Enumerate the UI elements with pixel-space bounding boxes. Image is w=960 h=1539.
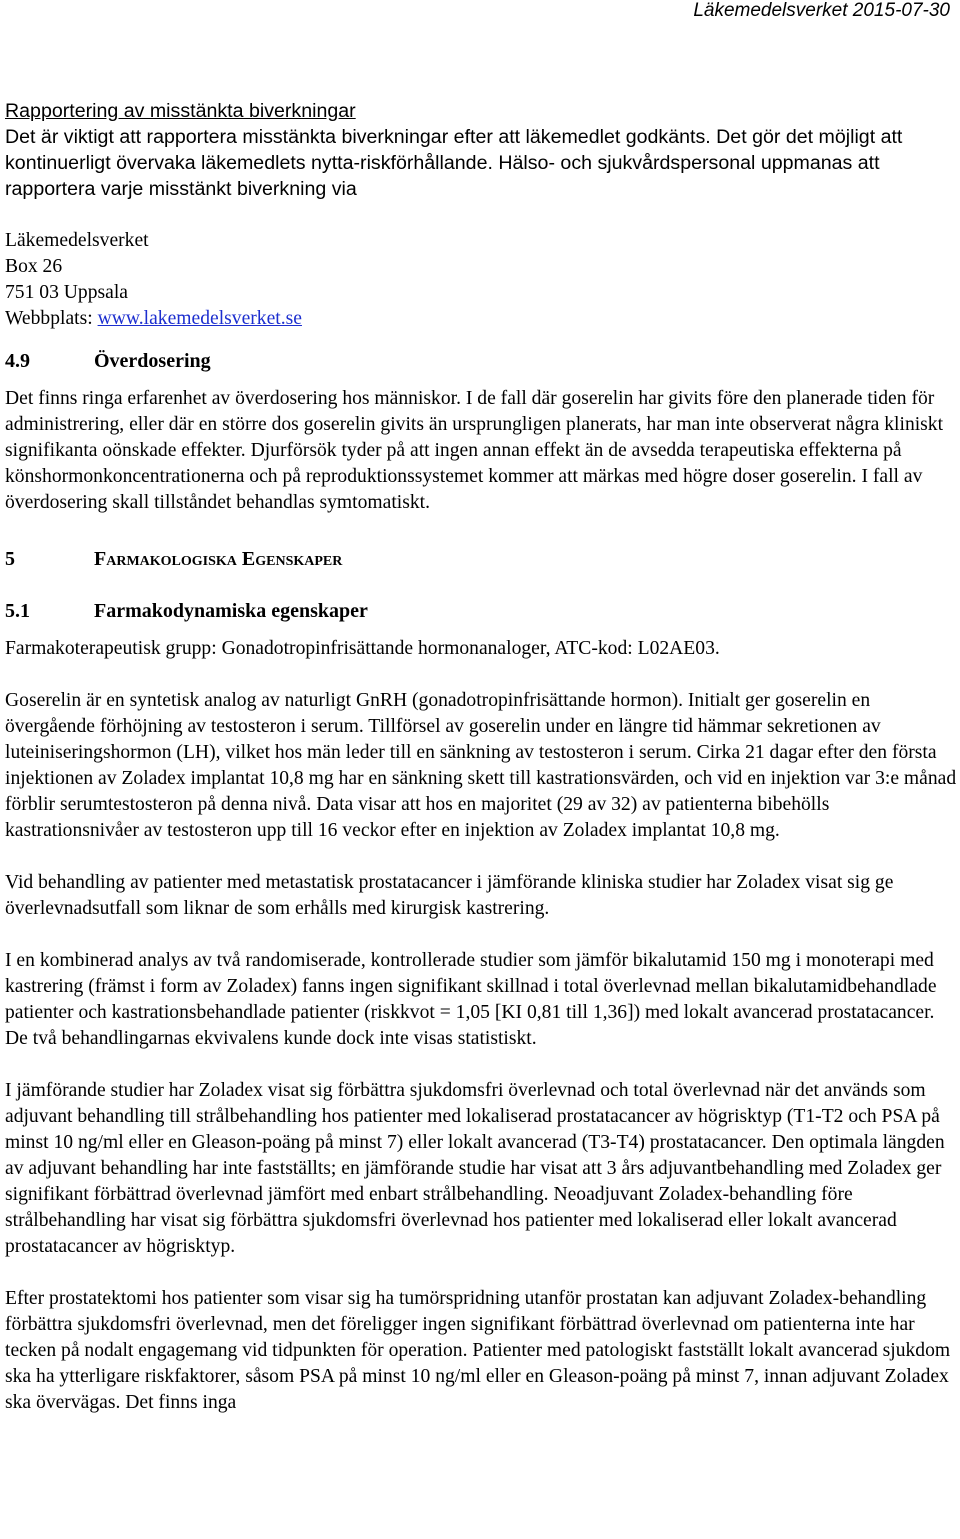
paragraph-prostatectomy: Efter prostatektomi hos patienter som visar sig ha tumörspridning utanför prostatan kan adjuvant Zoladex-behandling förbättra sjukdomsfri överlevnad, men det föreligger ingen signifikant förbättrad överlevnad om patienterna inte har tecken på nodalt engagemang vid tidpunkten för operation. Patienter med patologiskt fastställt lokalt avancerad sjukdom ska ha ytterligare riskfaktorer, såsom PSA på minst 10 ng/ml eller en Gleason-poäng på minst 7, innan adjuvant Zoladex ska övervägas. Det finns inga: [5, 1288, 951, 1413]
website-label: Webbplats:: [5, 308, 93, 329]
address-line-box: Box 26: [5, 256, 63, 277]
address-block: [5, 228, 957, 332]
paragraph-atc: Farmakoterapeutisk grupp: Gonadotropinfrisättande hormonanaloger, ATC-kod: L02AE03.: [5, 638, 720, 659]
section-4-9-title: Överdosering: [94, 350, 211, 372]
page-header: Läkemedelsverket 2015-07-30: [693, 0, 950, 21]
section-5-1: [5, 598, 957, 1416]
section-4-9-heading: [5, 348, 957, 374]
section-4-9-number: 4.9: [5, 350, 30, 372]
reporting-body: Det är viktigt att rapportera misstänkta biverkningar efter att läkemedlet godkänts. Det gör det möjligt att kontinuerligt övervaka läkemedlets nytta-riskförhållande. Hälso- och sjukvårdspersonal uppmanas att rapportera varje misstänkt biverkning via: [5, 126, 903, 200]
reporting-section: [5, 98, 957, 332]
website-line: [5, 306, 957, 332]
section-4-9: [5, 348, 957, 516]
section-5-number: 5: [5, 548, 15, 570]
section-4-9-body: Det finns ringa erfarenhet av överdosering hos människor. I de fall där goserelin har givits före den planerade tiden för administrering, eller där en större dos goserelin givits än ursprungligen planerats, har man inte observerat några kliniskt signifikanta oönskade effekter. Djurförsök tyder på att ingen annan effekt än de avsedda terapeutiska effekterna på könshormonkoncentrationerna och på reproduktionssystemet kommer att märkas med högre doser goserelin. I fall av överdosering skall tillståndet behandlas symtomatiskt.: [5, 388, 944, 513]
address-line-city: 751 03 Uppsala: [5, 282, 128, 303]
document-body: [5, 98, 957, 1416]
paragraph-metastatic: Vid behandling av patienter med metastatisk prostatacancer i jämförande kliniska studier har Zoladex visat sig ge överlevnadsutfall som liknar de som erhålls med kirurgisk kastrering.: [5, 872, 894, 919]
paragraph-radiotherapy: I jämförande studier har Zoladex visat sig förbättra sjukdomsfri överlevnad och total överlevnad när det används som adjuvant behandling till strålbehandling hos patienter med lokaliserad prostatacancer av högrisktyp (T1-T2 och PSA på minst 10 ng/ml eller en Gleason-poäng på minst 7) eller lokalt avancerad (T3-T4) prostatacancer. Den optimala längden av adjuvant behandling har inte fastställts; en jämförande studie har visat att 3 års adjuvantbehandling med Zoladex ger signifikant förbättrad överlevnad jämfört med enbart strålbehandling. Neoadjuvant Zoladex-behandling före strålbehandling har visat sig förbättra sjukdomsfri överlevnad hos patienter med lokaliserad eller lokalt avancerad prostatacancer av högrisktyp.: [5, 1080, 945, 1257]
section-5-1-heading: [5, 598, 957, 624]
address-line-agency: Läkemedelsverket: [5, 230, 149, 251]
section-5-title: Farmakologiska Egenskaper: [94, 548, 343, 570]
reporting-title: Rapportering av misstänkta biverkningar: [5, 100, 356, 122]
section-5-1-number: 5.1: [5, 600, 30, 622]
section-5: [5, 546, 957, 572]
section-5-heading: [5, 546, 957, 572]
paragraph-mechanism: Goserelin är en syntetisk analog av naturligt GnRH (gonadotropinfrisättande hormon). Initialt ger goserelin en övergående förhöjning av testosteron i serum. Tillförsel av goserelin under en längre tid hämmar sekretionen av luteiniseringshormon (LH), vilket hos män leder till en sänkning av testosteron i serum. Cirka 21 dagar efter den första injektionen av Zoladex implantat 10,8 mg har en sänkning skett till kastrationsvärden, och vid en injektion var 3:e månad förblir serumtestosteron på denna nivå. Data visar att hos en majoritet (29 av 32) av patienterna bibehölls kastrationsnivåer av testosteron upp till 16 veckor efter en injektion av Zoladex implantat 10,8 mg.: [5, 690, 957, 841]
section-5-1-title: Farmakodynamiska egenskaper: [94, 600, 368, 622]
website-link[interactable]: www.lakemedelsverket.se: [97, 308, 302, 329]
paragraph-bicalutamide: I en kombinerad analys av två randomiserade, kontrollerade studier som jämför bikalutamid 150 mg i monoterapi med kastrering (främst i form av Zoladex) fanns ingen signifikant skillnad i total överlevnad mellan bikalutamidbehandlade patienter och kastrationsbehandlade patienter (riskkvot = 1,05 [KI 0,81 till 1,36]) med lokalt avancerad prostatacancer. De två behandlingarnas ekvivalens kunde dock inte visas statistiskt.: [5, 950, 937, 1049]
